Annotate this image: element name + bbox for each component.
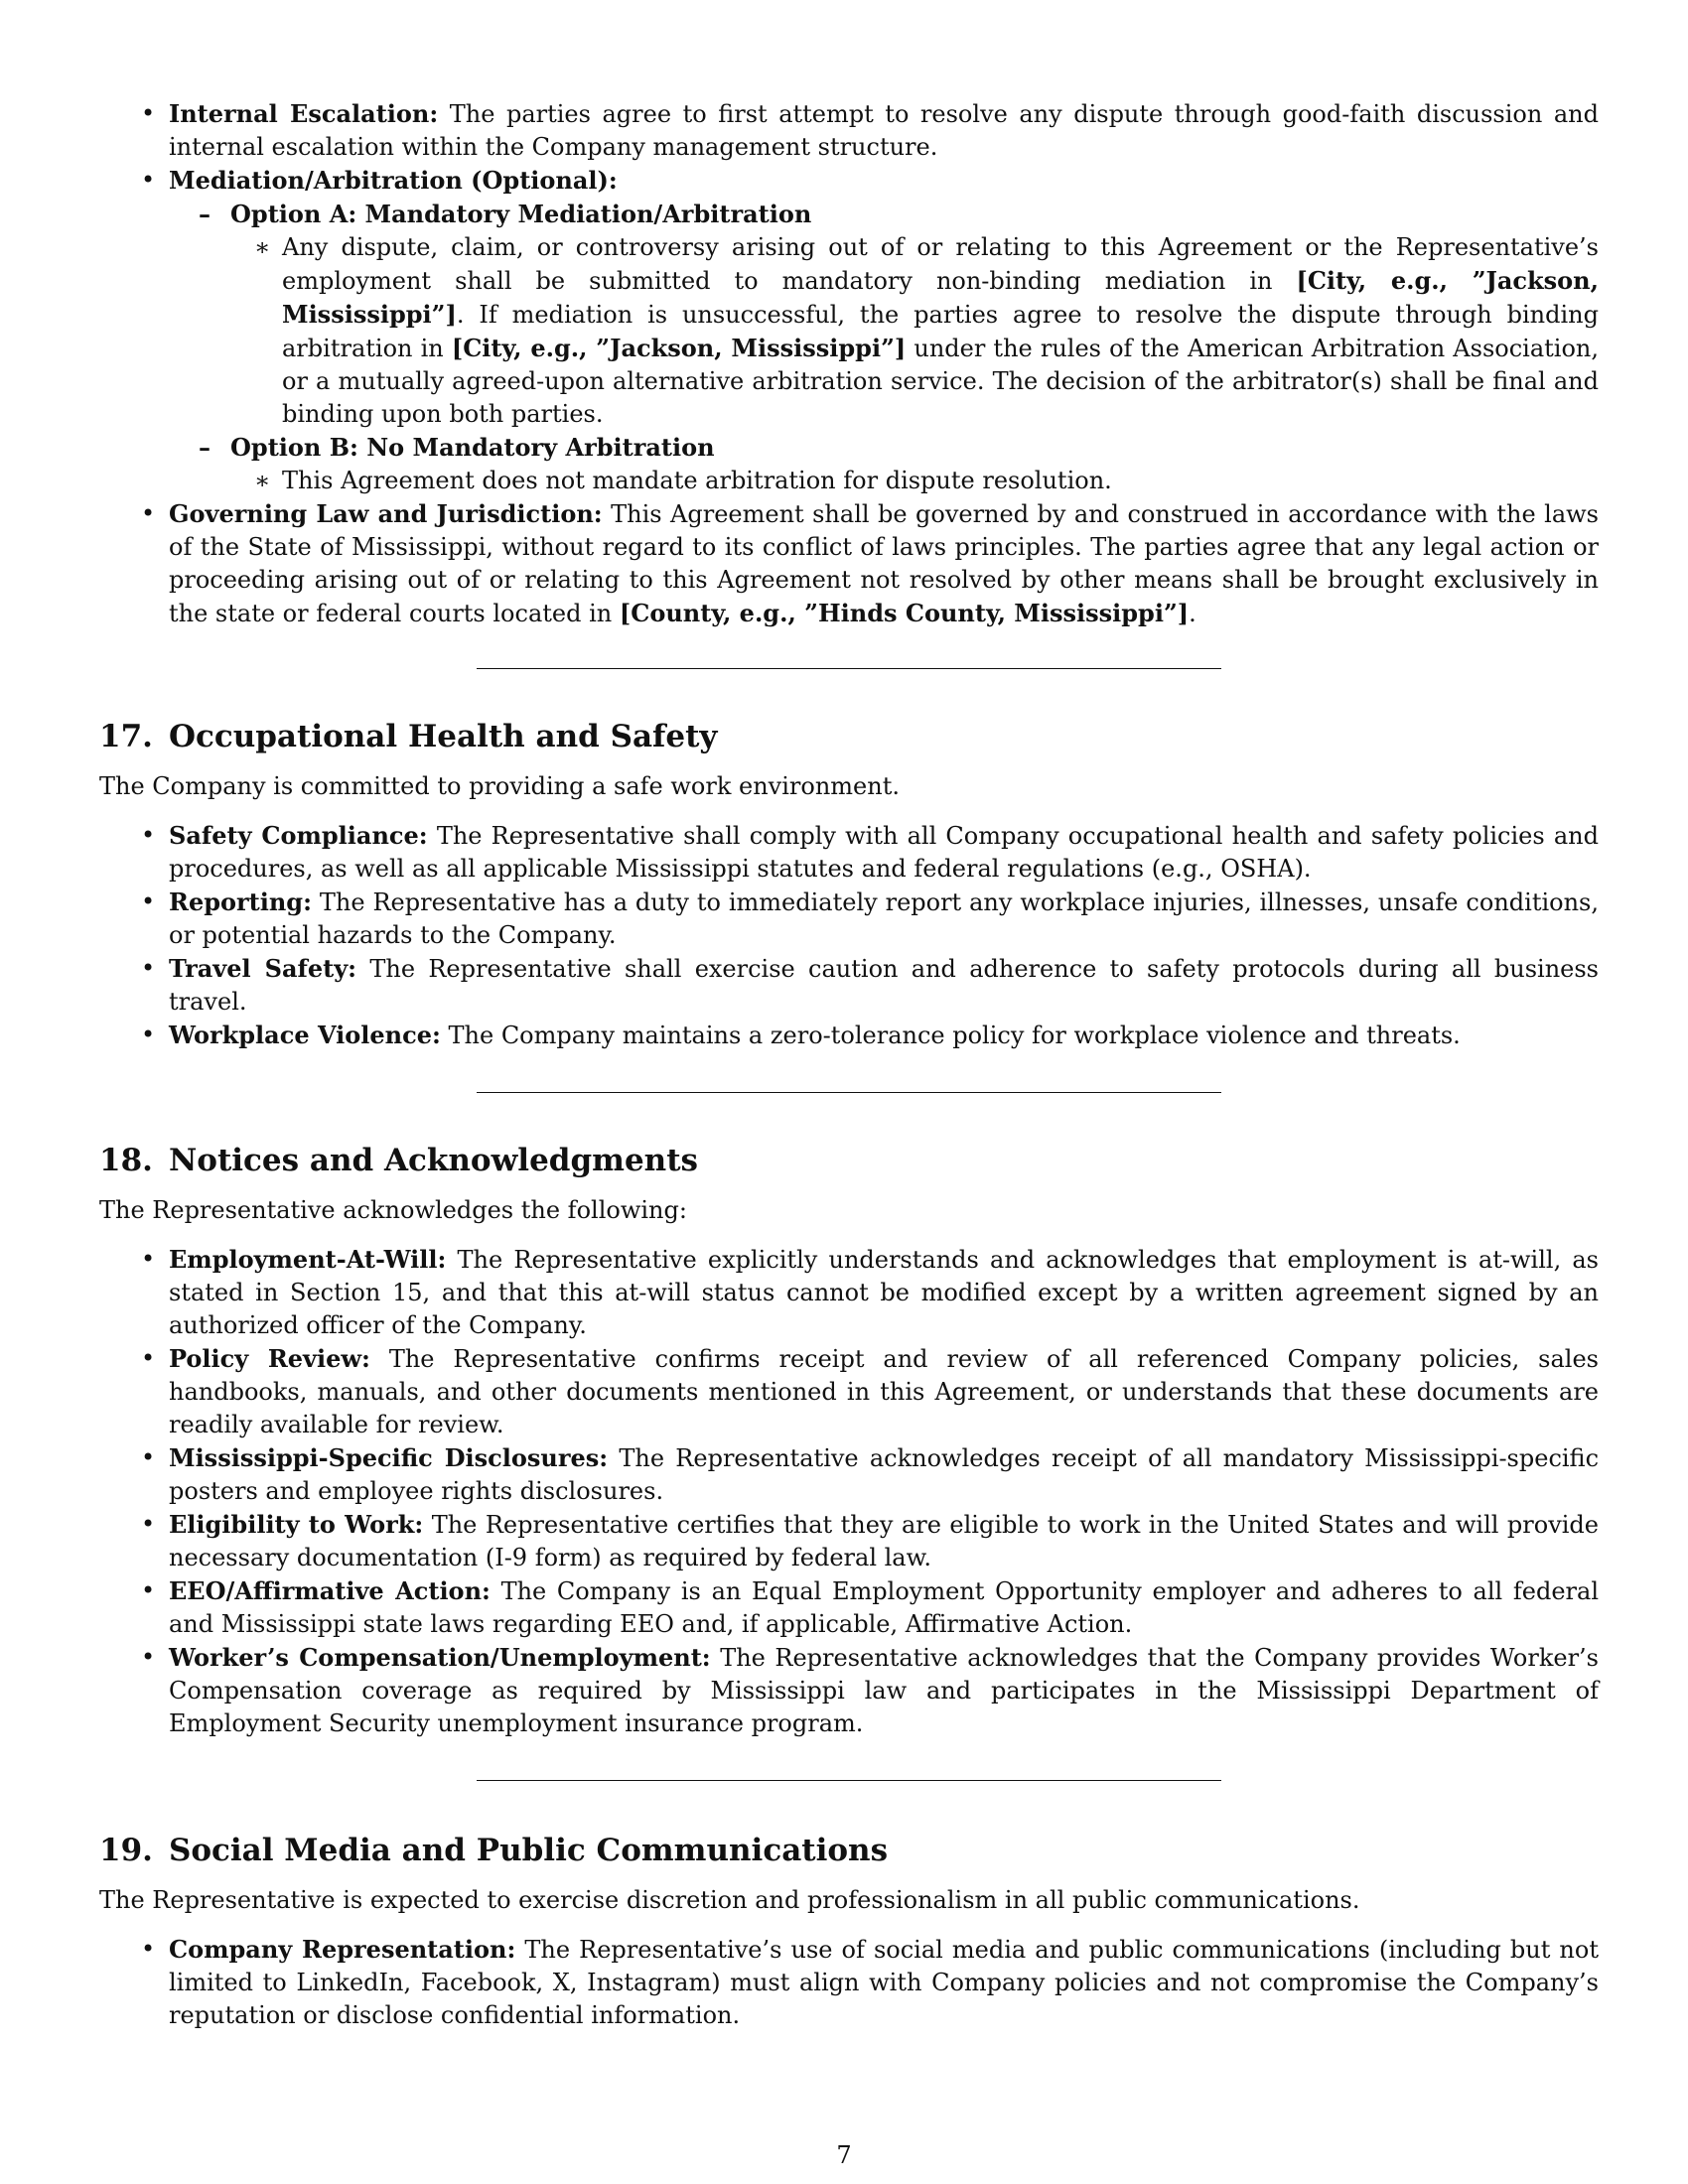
item-label: Internal Escalation: [169,99,439,128]
section-intro: The Representative is expected to exercise discretion and professionalism in all public communications. [99,1886,1360,1914]
item-text: The Representative shall exercise caution and adherence to safety protocols during all business travel. [169,955,1599,1016]
list-item [99,1342,1599,1441]
section-divider [477,1780,1221,1781]
section17-list [99,819,1599,1052]
section-number: 17. [99,719,153,754]
list-item [99,886,1599,952]
item-text: The Representative shall comply with all Company occupational health and safety policies and procedures, as well as all applicable Mississippi statutes and federal regulations (e.g., OSHA). [169,822,1599,883]
sub-text: This Agreement does not mandate arbitration for dispute resolution. [282,467,1112,494]
item-text: The Representative confirms receipt and review of all referenced Company policies, sales handbooks, manuals, and other documents mentioned in this Agreement, or understands that these documents are readily available for review. [169,1345,1599,1438]
section-heading-17 [99,717,1599,756]
item-label: Mediation/Arbitration (Optional): [169,166,618,195]
list-item [99,1019,1599,1052]
option-list [169,198,1599,497]
section19-list [99,1933,1599,2032]
item-label: Safety Compliance: [169,821,428,850]
item-text: The parties agree to first attempt to resolve any dispute through good-faith discussion and internal escalation within the Company management structure. [169,100,1599,161]
option-label: Option B: No Mandatory Arbitration [230,433,715,462]
list-item [99,97,1599,164]
placeholder-county: [County, e.g., ”Hinds County, Mississippi”] [619,599,1190,627]
section-number: 18. [99,1143,153,1178]
item-label: Worker’s Compensation/Unemployment: [169,1643,711,1672]
item-label: Policy Review: [169,1344,370,1373]
item-text: The Company is an Equal Employment Opportunity employer and adheres to all federal and Mississippi state laws regarding EEO and, if applicable, Affirmative Action. [169,1577,1600,1638]
item-label: Employment-At-Will: [169,1245,447,1274]
section-intro: The Company is committed to providing a safe work environment. [99,772,900,800]
section-heading-19 [99,1831,1599,1870]
item-text: The Representative’s use of social media and public communications (including but not limited to LinkedIn, Facebook, X, Instagram) must align with Company policies and not compromise the Company’s reputation or disclose confidential information. [169,1936,1599,2029]
option-a [169,198,1599,431]
section-heading-18 [99,1141,1599,1180]
list-item [99,952,1599,1019]
item-text: This Agreement shall be governed by and construed in accordance with the laws of the State of Mississippi, without regard to its conflict of laws principles. The parties agree that any legal action or proceeding arising out of or relating to this Agreement not resolved by other means shall be brought exclusively in the state or federal courts located in [169,500,1599,627]
list-item [99,497,1599,630]
sub-text: . If mediation is unsuccessful, the parties agree to resolve the dispute through binding arbitration in [282,301,1599,362]
item-label: Mississippi-Specific Disclosures: [169,1443,609,1472]
item-text: The Representative has a duty to immediately report any workplace injuries, illnesses, unsafe conditions, or potential hazards to the Company. [169,888,1599,949]
list-item [99,1508,1599,1574]
list-item [99,1441,1599,1508]
item-label: Eligibility to Work: [169,1510,424,1539]
option-a-sublist [230,231,1599,431]
list-item [99,1243,1599,1342]
placeholder-city: [City, e.g., ”Jackson, Mississippi”] [282,266,1599,329]
option-b [169,431,1599,497]
section-title: Social Media and Public Communications [168,1833,889,1868]
sub-text: under the rules of the American Arbitration Association, or a mutually agreed-upon alternative arbitration service. The decision of the arbitrator(s) shall be final and binding upon both parties. [282,335,1600,428]
item-label: Reporting: [169,887,312,916]
section-intro: The Representative acknowledges the following: [99,1196,687,1224]
item-label: Workplace Violence: [169,1021,441,1049]
sub-item [230,465,1599,497]
list-item [99,1933,1599,2032]
document-page [99,97,1599,2032]
section-number: 19. [99,1833,153,1868]
page-number: 7 [836,2141,852,2169]
section-divider [477,1092,1221,1093]
dispute-resolution-list [99,97,1599,630]
list-item [99,1641,1599,1740]
sub-item [230,231,1599,431]
list-item [99,819,1599,886]
item-text: . [1189,600,1196,627]
item-text: The Representative acknowledges receipt of all mandatory Mississippi-specific posters and employee rights disclosures. [169,1444,1600,1505]
section18-list [99,1243,1599,1740]
item-text: The Representative certifies that they are eligible to work in the United States and will provide necessary documentation (I-9 form) as required by federal law. [169,1511,1599,1571]
section-title: Notices and Acknowledgments [168,1143,698,1178]
option-b-sublist [230,465,1599,497]
list-item [99,1574,1599,1641]
section-title: Occupational Health and Safety [168,719,718,754]
placeholder-city: [City, e.g., ”Jackson, Mississippi”] [451,334,907,362]
item-label: Travel Safety: [169,954,357,983]
item-text: The Representative explicitly understands and acknowledges that employment is at-will, as stated in Section 15, and that this at-will status cannot be modified except by a written agreement signed by an authorized officer of the Company. [169,1246,1599,1339]
section-divider [477,668,1221,669]
item-text: The Company maintains a zero-tolerance policy for workplace violence and threats. [448,1022,1461,1049]
item-label: Company Representation: [169,1935,516,1964]
item-text: The Representative acknowledges that the Company provides Worker’s Compensation coverage as required by Mississippi law and participates in the Mississippi Department of Employment Security unemployment insurance program. [169,1644,1599,1737]
option-label: Option A: Mandatory Mediation/Arbitration [230,200,812,228]
item-label: Governing Law and Jurisdiction: [169,499,603,528]
sub-text: Any dispute, claim, or controversy arising out of or relating to this Agreement or the Representative’s employment shall be submitted to mandatory non-binding mediation in [282,233,1599,295]
item-label: EEO/Affirmative Action: [169,1576,491,1605]
list-item [99,164,1599,497]
